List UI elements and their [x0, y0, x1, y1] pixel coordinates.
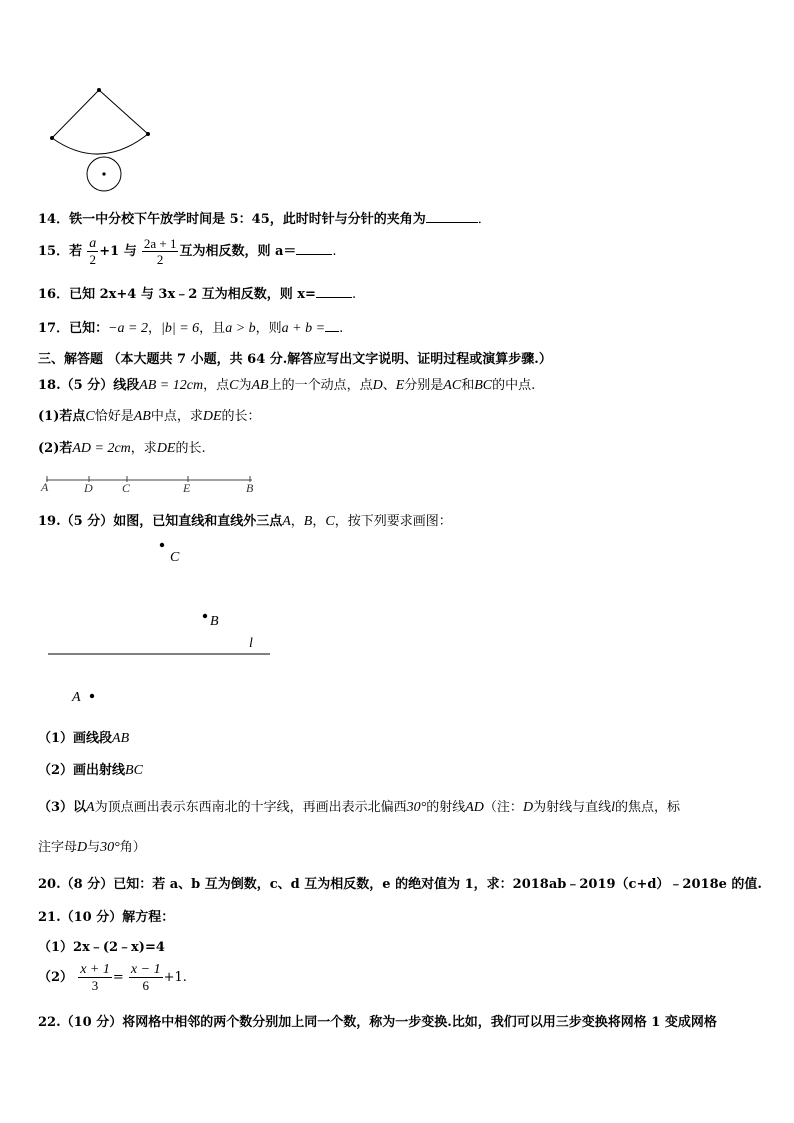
question-15 [38, 236, 337, 267]
sector-radius-left [52, 90, 99, 138]
q18-stem-end: 的中点. [492, 378, 536, 393]
question-21-part1: （1）2x﹣(2﹣x)=4 [38, 940, 165, 955]
q18-p1-c: C [85, 409, 95, 424]
label-c: C [170, 550, 180, 565]
q17-expr: a + b = [281, 321, 326, 336]
q19-p1-v: AB [112, 731, 130, 746]
q19-s1: ， [290, 514, 304, 529]
q17-cond3: a > b [225, 321, 256, 336]
sector-radius-right [99, 90, 148, 134]
q19-p3b-deg: 30° [100, 840, 120, 855]
q17-answer-blank[interactable] [325, 319, 339, 332]
q21-p2-pre: （2） [38, 970, 74, 985]
label-a: A [72, 690, 81, 705]
q17-cond1: −a = 2 [108, 321, 148, 336]
q18-p2-end: 的长. [175, 441, 206, 456]
q17-pre: 17．已知： [38, 321, 109, 336]
point-c-dot [160, 543, 164, 547]
question-21-part2 [38, 962, 187, 993]
question-21-stem: 21.（10 分）解方程： [38, 910, 175, 925]
point-a-dot [90, 694, 94, 698]
q17-sep1: ， [148, 321, 162, 336]
question-14 [38, 208, 491, 227]
question-19-part3 [38, 796, 680, 816]
q19-stem-end: ，按下列要求画图： [334, 514, 452, 529]
q18-bc: BC [474, 378, 493, 393]
q18-p1-ab: AB [133, 409, 151, 424]
question-17 [38, 317, 343, 337]
q17-sep3: ，则 [255, 321, 282, 336]
q14-answer-blank[interactable] [426, 210, 478, 223]
q19-a: A [282, 514, 291, 529]
q18-p1-de: DE [202, 409, 222, 424]
label-b: B [210, 614, 219, 629]
q21-fraction-1: $\frac{x + 1}{3}$ [80, 962, 110, 993]
q18-p2-pre: (2)若 [38, 441, 73, 456]
section-3-heading: 三、解答题 （本大题共 7 小题，共 64 分.解答应写出文字说明、证明过程或演算步骤.） [38, 352, 552, 367]
q18-d: D [372, 378, 383, 393]
q19-p3b-d: D [77, 840, 88, 855]
sector-vertex-dot [97, 88, 101, 92]
q15-pre: 15．若 [38, 244, 83, 259]
q19-p3-a: A [86, 800, 95, 815]
q18-p2-cond: AD = 2cm [72, 441, 131, 456]
q18-c: C [229, 378, 239, 393]
q18-p1-mid: 恰好是 [94, 409, 134, 424]
q19-s2: ， [312, 514, 326, 529]
question-19-stem [38, 510, 452, 530]
question-18-part2 [38, 437, 206, 457]
circle-center-dot [102, 172, 105, 175]
q18-mid4: 分别是 [404, 378, 444, 393]
q18-ab2: AB [251, 378, 269, 393]
q18-p1-pre: (1)若点 [38, 409, 86, 424]
q19-c: C [325, 514, 335, 529]
segment-label-b: B [246, 481, 254, 495]
q18-p2-de: DE [156, 441, 176, 456]
q17-sep2: ，且 [199, 321, 226, 336]
question-19-part1 [38, 727, 129, 747]
q18-p1-end: 的长： [221, 409, 261, 424]
question-22: 22.（10 分）将网格中相邻的两个数分别加上同一个数，称为一步变换.比如，我们可以用三步变换将网格 1 变成网格 [38, 1015, 717, 1030]
segment-label-a: A [41, 480, 49, 494]
q18-stem-pre: 18.（5 分）线段 [38, 378, 140, 393]
q18-e: E [395, 378, 405, 393]
question-19-part2 [38, 759, 143, 779]
q19-p3-mid3: 为射线与直线 [533, 800, 612, 815]
q18-ac: AC [443, 378, 462, 393]
q17-cond2: |b| = 6 [161, 321, 200, 336]
q15-fraction-1: $\frac{a}{2}$ [89, 236, 97, 267]
q19-p3b-pre: 注字母 [38, 840, 78, 855]
q15-plus1: +1 与 [99, 244, 137, 259]
point-b-dot [203, 614, 207, 618]
question-19-part3-cont [38, 836, 146, 856]
q19-p1-pre: （1）画线段 [38, 731, 113, 746]
q19-p3b-end: 角） [119, 840, 146, 855]
segment-label-c: C [122, 481, 131, 495]
q19-p3-mid: 为顶点画出表示东西南北的十字线，再画出表示北偏西 [94, 800, 407, 815]
q21-fraction-2: $\frac{x - 1}{6}$ [130, 962, 161, 993]
question-18-stem [38, 374, 535, 394]
sector-left-dot [50, 136, 54, 140]
q19-p3-d: D [522, 800, 534, 815]
q14-text: 14．铁一中分校下午放学时间是 5：45，此时时针与分针的夹角为 [38, 212, 426, 227]
q19-p2-v: BC [125, 763, 143, 778]
q16-answer-blank[interactable] [316, 285, 352, 298]
question-20: 20.（8 分）已知：若 a、b 互为倒数，c、d 互为相反数，e 的绝对值为 1，求：2018ab﹣2019（c+d）﹣2018e 的值. [38, 877, 762, 892]
q19-p3-l: l [611, 800, 615, 815]
q21-eq: = [112, 970, 124, 985]
q18-ab: AB = 12cm [139, 378, 204, 393]
sector-arc [52, 134, 148, 154]
q18-and: 和 [461, 378, 475, 393]
question-18-part1 [38, 405, 261, 425]
q19-p3-end: 的焦点，标 [614, 800, 680, 815]
sector-right-dot [146, 132, 150, 136]
q18-mid3: 上的一个动点，点 [268, 378, 373, 393]
question-16 [38, 283, 356, 302]
q19-p3-mid2: 的射线 [426, 800, 466, 815]
q18-mid2: 为 [238, 378, 252, 393]
segment-label-d: D [84, 481, 93, 495]
q21-tail: +1 [163, 970, 183, 985]
sector-circle-figure [0, 0, 794, 200]
q19-p3b-mid: 与 [87, 840, 101, 855]
q19-stem-pre: 19.（5 分）如图，已知直线和直线外三点 [38, 514, 283, 529]
q16-text: 16．已知 2x+4 与 3x﹣2 互为相反数，则 x= [38, 287, 316, 302]
q21-end: . [182, 970, 187, 985]
q14-end: ． [477, 212, 491, 227]
q18-p1-mid2: 中点，求 [150, 409, 203, 424]
q15-post: 互为相反数，则 a＝ [179, 244, 297, 259]
q19-p3-pre: （3）以 [38, 800, 87, 815]
q19-b: B [303, 514, 313, 529]
q18-p2-mid: ，求 [130, 441, 157, 456]
q19-p2-pre: （2）画出射线 [38, 763, 126, 778]
q15-end: . [332, 244, 337, 259]
q18-mid1: ，点 [203, 378, 230, 393]
label-l: l [249, 636, 253, 651]
q19-p3-ad: AD [465, 800, 484, 815]
q19-p3-deg: 30° [406, 800, 427, 815]
q16-end: . [351, 287, 357, 302]
q18-comma: 、 [382, 378, 396, 393]
q15-answer-blank[interactable] [296, 242, 332, 255]
segment-label-e: E [183, 481, 191, 495]
q15-fraction-2: $\frac{2a + 1}{2}$ [143, 236, 177, 267]
q19-p3-note: （注： [483, 800, 523, 815]
q17-end: . [339, 321, 344, 336]
